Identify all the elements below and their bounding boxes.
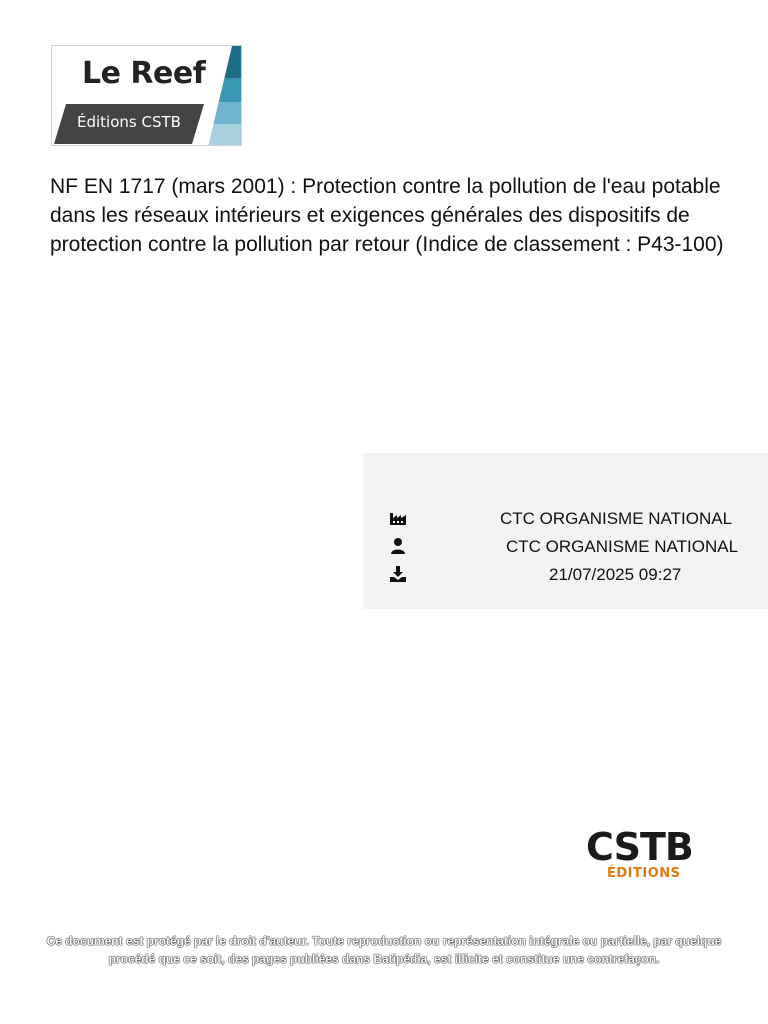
logo-title: Le Reef	[82, 56, 206, 91]
copyright-notice	[40, 932, 728, 968]
info-panel	[363, 453, 768, 609]
copyright-line-2: procédé que ce soit, des pages publiées dans Batipédia, est illicite et constitue une contrefaçon.	[108, 952, 660, 966]
copyright-line-1: Ce document est protégé par le droit d'auteur. Toute reproduction ou représentation intégrale ou partielle, par quelque	[46, 934, 722, 948]
user-icon	[389, 537, 407, 555]
download-date: 21/07/2025 09:27	[549, 565, 682, 584]
cstb-logo-name: CSTB	[586, 825, 693, 869]
le-reef-logo	[51, 45, 242, 146]
info-row-organization	[363, 506, 768, 530]
cstb-editions-logo	[586, 826, 708, 886]
cstb-logo-sub: ÉDITIONS	[607, 866, 681, 881]
download-icon	[389, 565, 407, 583]
organization-value: CTC ORGANISME NATIONAL	[500, 509, 733, 528]
factory-icon	[389, 509, 407, 527]
user-value: CTC ORGANISME NATIONAL	[506, 537, 739, 556]
logo-subtitle: Éditions CSTB	[77, 113, 181, 131]
info-row-download	[363, 562, 768, 586]
info-row-user	[363, 534, 768, 558]
document-title: NF EN 1717 (mars 2001) : Protection contre la pollution de l'eau potable dans les réseaux intérieurs et exigences générales des dispositifs de protection contre la pollution par retour (Indice de classement : P43-100)	[50, 175, 724, 256]
